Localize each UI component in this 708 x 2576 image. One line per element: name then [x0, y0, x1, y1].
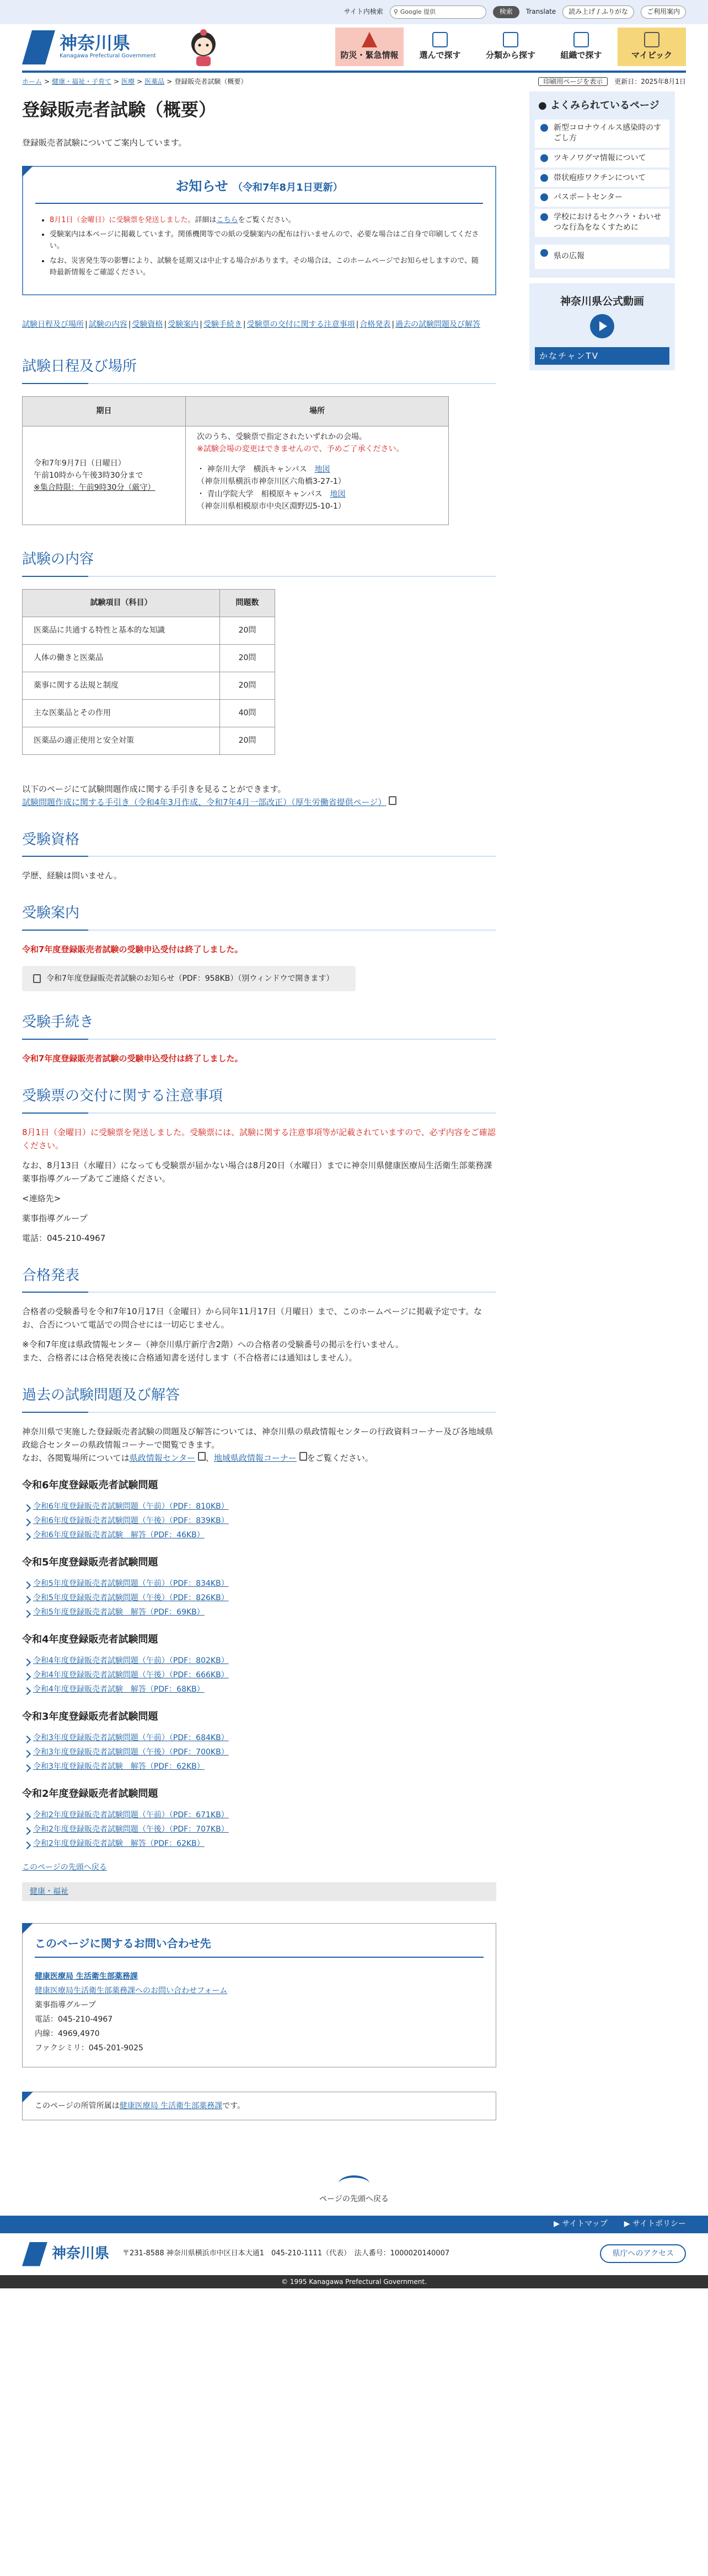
- past-intro-2: なお、各閲覧場所については県政情報センター 、地域県政情報コーナー をご覧ください。: [22, 1452, 373, 1463]
- sidebar: [529, 91, 675, 2175]
- table-row: 薬事に関する法規と制度 20問: [23, 672, 275, 699]
- contact-dept-link[interactable]: 健康医療局 生活衛生部薬務課: [35, 1972, 138, 1981]
- schedule-date-cell: 令和7年9月7日（日曜日） 午前10時から午後3時30分まで ※集合時限：午前9時30分（厳守）: [23, 426, 186, 525]
- nav-label: 分類から探す: [485, 50, 535, 60]
- logo-subtitle: Kanagawa Prefectural Government: [60, 53, 156, 59]
- contact-form-link[interactable]: 健康医療局生活衛生部薬務課へのお問い合わせフォーム: [35, 1986, 228, 1996]
- category-link[interactable]: 健康・福祉: [30, 1887, 68, 1897]
- table-header: 期日: [23, 396, 186, 426]
- mascot-icon: [186, 28, 221, 67]
- nav-label: 選んで探す: [419, 50, 461, 60]
- play-icon[interactable]: [590, 314, 614, 338]
- list-item: [22, 1760, 496, 1773]
- nav-mypick[interactable]: [618, 28, 686, 66]
- past-pdf-link[interactable]: 令和4年度登録販売者試験 解答（PDF：68KB）: [33, 1685, 205, 1694]
- section-guide-heading: 受験案内: [22, 902, 496, 931]
- section-pass-heading: 合格発表: [22, 1265, 496, 1293]
- list-item: [22, 1669, 496, 1681]
- video-label: かなチャンTV: [535, 347, 669, 365]
- site-header: [0, 24, 708, 71]
- notice-link[interactable]: こちら: [216, 215, 238, 224]
- ticket-contact-label: <連絡先>: [22, 1193, 61, 1203]
- nav-choose[interactable]: [406, 28, 474, 66]
- list-item: [22, 1592, 496, 1604]
- toc-link[interactable]: 受験案内: [168, 320, 199, 329]
- guide-pdf-button[interactable]: [22, 966, 356, 991]
- global-nav: [335, 28, 686, 66]
- contact-box: [22, 1923, 496, 2067]
- list-item: [22, 1823, 496, 1835]
- notice-box: [22, 166, 496, 295]
- search-icon: ⚲: [393, 8, 398, 16]
- breadcrumb: ホーム > 健康・福祉・子育て > 医療 > 医薬品 > 登録販売者試験（概要）: [22, 78, 248, 86]
- toc-link[interactable]: 受験手続き: [203, 320, 242, 329]
- past-pdf-link[interactable]: 令和3年度登録販売者試験問題（午前）（PDF：684KB）: [33, 1733, 229, 1742]
- ticket-contact-tel: 電話：045-210-4967: [22, 1233, 106, 1243]
- nav-category[interactable]: [476, 28, 545, 66]
- ticket-contact-group: 薬事指導グループ: [22, 1213, 88, 1223]
- contact-fax: ファクシミリ：045-201-9025: [35, 2043, 143, 2053]
- ruby-button[interactable]: 読み上げ / ふりがな: [562, 6, 634, 18]
- past-file-list: [22, 1809, 496, 1850]
- contact-tel: 電話：045-210-4967: [35, 2015, 113, 2024]
- external-link-icon: [299, 1452, 307, 1461]
- table-row: 主な医薬品とその作用 40問: [23, 699, 275, 727]
- breadcrumb-medical[interactable]: 医療: [121, 78, 135, 86]
- popular-pages: [529, 91, 675, 278]
- regional-info-link[interactable]: 地域県政情報コーナー: [213, 1452, 297, 1463]
- procedure-closed-text: 令和7年度登録販売者試験の受験申込受付は終了しました。: [22, 1054, 243, 1064]
- past-year-heading: 令和5年度登録販売者試験問題: [22, 1556, 158, 1568]
- breadcrumb-drugs[interactable]: 医薬品: [144, 78, 165, 86]
- owner-box: このページの所管所属は健康医療局 生活衛生部薬務課です。: [22, 2092, 496, 2120]
- table-row: 医薬品に共通する特性と基本的な知識 20問: [23, 617, 275, 644]
- contact-group: 薬事指導グループ: [35, 2001, 96, 2010]
- table-header: 試験項目（科目）: [23, 589, 220, 617]
- list-item: [22, 1606, 496, 1618]
- section-past-heading: 過去の試験問題及び解答: [22, 1384, 496, 1413]
- past-file-list: [22, 1500, 496, 1542]
- list-item: [22, 1732, 496, 1744]
- section-ticket-heading: 受験票の交付に関する注意事項: [22, 1085, 496, 1114]
- footer-name: 神奈川県: [52, 2245, 110, 2262]
- copyright: © 1995 Kanagawa Prefectural Government.: [0, 2275, 708, 2288]
- print-button[interactable]: 印刷用ページを表示: [538, 77, 608, 86]
- nav-disaster[interactable]: [335, 28, 404, 66]
- notice-item: • なお、災害発生等の影響により、試験を延期又は中止する場合があります。その場合は、このホームページでお知らせしますので、随時最新情報をご確認ください。: [50, 256, 483, 279]
- video-box[interactable]: [529, 283, 675, 370]
- breadcrumb-welfare[interactable]: 健康・福祉・子育て: [52, 78, 112, 86]
- toc-link[interactable]: 受験資格: [132, 320, 163, 329]
- past-year-heading: 令和4年度登録販売者試験問題: [22, 1633, 158, 1645]
- list-item: [22, 1655, 496, 1667]
- organization-icon: [573, 32, 589, 47]
- choose-icon: [432, 32, 448, 47]
- list-item: [22, 1578, 496, 1590]
- popular-item[interactable]: 学校におけるセクハラ・わいせつな行為をなくすために: [535, 209, 669, 237]
- lead-text: 登録販売者試験についてご案内しています。: [22, 138, 187, 148]
- updated-date: 更新日：2025年8月1日: [614, 78, 686, 86]
- list-item: [22, 1809, 496, 1821]
- footer-bar: [0, 2216, 708, 2233]
- nav-label: 防災・緊急情報: [340, 50, 399, 60]
- translate-link[interactable]: Translate: [525, 8, 556, 16]
- category-bar: [22, 1882, 496, 1901]
- search-placeholder: Google 提供: [400, 8, 436, 16]
- guide-button[interactable]: ご利用案内: [641, 6, 686, 18]
- past-pdf-link[interactable]: 令和2年度登録販売者試験問題（午後）（PDF：707KB）: [33, 1824, 229, 1834]
- content-note: 以下のページにて試験問題作成に関する手引きを見ることができます。: [22, 784, 286, 794]
- past-year-heading: 令和3年度登録販売者試験問題: [22, 1710, 158, 1722]
- list-item: [22, 1746, 496, 1758]
- page-top-link[interactable]: このページの先頭へ戻る: [22, 1862, 107, 1872]
- table-row: 医薬品の適正使用と安全対策 20問: [23, 727, 275, 754]
- external-link-icon: [198, 1452, 206, 1461]
- popular-item[interactable]: 帯状疱疹ワクチンについて: [535, 170, 669, 187]
- pass-text: ※令和7年度は県政情報センター（神奈川県庁新庁舎2階）への合格者の受験番号の掲示を行いません。: [22, 1340, 404, 1350]
- pass-text: また、合格者には合格発表後に合格通知書を送付します（不合格者には通知はしません）。: [22, 1353, 357, 1363]
- site-search-label: サイト内検索: [344, 8, 383, 16]
- ticket-notice: 8月1日（金曜日）に受験票を発送しました。受験票には、試験に関する注意事項等が記載されていますので、必ず内容をご確認ください。: [22, 1127, 496, 1151]
- section-schedule-heading: 試験日程及び場所: [22, 355, 496, 384]
- past-pdf-link[interactable]: 令和5年度登録販売者試験問題（午後）（PDF：826KB）: [33, 1594, 229, 1602]
- past-year-heading: 令和6年度登録販売者試験問題: [22, 1479, 158, 1491]
- sitemap-link[interactable]: ▶ サイトマップ: [554, 2219, 608, 2229]
- popular-item[interactable]: パスポートセンター: [535, 189, 669, 207]
- policy-link[interactable]: ▶ サイトポリシー: [624, 2219, 686, 2229]
- toc-link[interactable]: 過去の試験問題及び解答: [395, 320, 481, 329]
- list-item: [22, 1838, 496, 1850]
- page-top-icon: [339, 2175, 369, 2192]
- popular-item[interactable]: 新型コロナウイルス感染時のすごし方: [535, 120, 669, 148]
- guideline-link[interactable]: 試験問題作成に関する手引き（令和4年3月作成、令和7年4月一部改正）（厚生労働省提供ページ）: [22, 797, 387, 807]
- contact-title: このページに関するお問い合わせ先: [35, 1935, 484, 1958]
- toc-link[interactable]: 合格発表: [360, 320, 391, 329]
- bookmark-icon: [644, 32, 659, 47]
- notice-item: • 受験案内は本ページに掲載しています。関係機関等での紙の受験案内の配布は行いませんので、必要な場合はご自身で印刷してください。: [50, 229, 483, 252]
- table-row: 人体の働きと医薬品 20問: [23, 644, 275, 672]
- search-button[interactable]: 検索: [493, 6, 519, 18]
- external-link-icon: [389, 796, 396, 805]
- guide-pdf-label: 令和7年度登録販売者試験のお知らせ（PDF：958KB）（別ウィンドウで開きます）: [46, 974, 334, 984]
- access-button[interactable]: 県庁へのアクセス: [600, 2244, 686, 2263]
- subjects-table: [22, 589, 275, 755]
- past-file-list: [22, 1578, 496, 1619]
- utility-bar: [0, 0, 708, 24]
- past-pdf-link[interactable]: 令和3年度登録販売者試験問題（午後）（PDF：700KB）: [33, 1747, 229, 1757]
- info-center-link[interactable]: 県政情報センター: [129, 1452, 196, 1463]
- notice-title: お知らせ （令和7年8月1日更新）: [35, 176, 483, 203]
- footer-address: 〒231-8588 神奈川県横浜市中区日本大通1 045-210-1111（代表） 法人番号：1000020140007: [122, 2249, 450, 2258]
- video-title: 神奈川県公式動画: [560, 295, 644, 307]
- past-intro: 神奈川県で実施した登録販売者試験の問題及び解答については、神奈川県の県政情報センターの行政資料コーナー及び各地域県政総合センターの県政情報コーナーで閲覧できます。: [22, 1426, 494, 1450]
- page-top-label: ページの先頭へ戻る: [319, 2195, 389, 2204]
- pass-text: 合格者の受験番号を令和7年10月17日（金曜日）から同年11月17日（月曜日）まで、このホームページに掲載予定です。なお、合否について電話での問合せには一切応じません。: [22, 1306, 482, 1330]
- past-year-heading: 令和2年度登録販売者試験問題: [22, 1787, 158, 1800]
- site-footer: [0, 2233, 708, 2275]
- category-icon: [503, 32, 518, 47]
- main-content: [22, 91, 496, 2175]
- notice-date: （令和7年8月1日更新）: [233, 182, 343, 194]
- list-item: [22, 1500, 496, 1513]
- contact-ext: 内線：4969,4970: [35, 2029, 100, 2039]
- past-file-list: [22, 1655, 496, 1696]
- pdf-icon: [33, 974, 41, 983]
- list-item: [22, 1683, 496, 1695]
- past-file-list: [22, 1732, 496, 1773]
- toc-link[interactable]: 試験の内容: [88, 320, 127, 329]
- warning-icon: [362, 32, 377, 47]
- past-pdf-link[interactable]: 令和6年度登録販売者試験問題（午後）（PDF：839KB）: [33, 1516, 229, 1526]
- section-qualification-heading: 受験資格: [22, 829, 496, 857]
- section-content-heading: 試験の内容: [22, 548, 496, 577]
- site-logo[interactable]: [22, 30, 156, 64]
- past-pdf-link[interactable]: 令和3年度登録販売者試験 解答（PDF：62KB）: [33, 1762, 205, 1772]
- pr-item[interactable]: 県の広報: [535, 245, 669, 269]
- qualification-text: 学歴、経験は問いません。: [22, 871, 122, 881]
- table-header: 場所: [186, 396, 449, 426]
- past-pdf-link[interactable]: 令和4年度登録販売者試験問題（午後）（PDF：666KB）: [33, 1670, 229, 1679]
- past-pdf-link[interactable]: 令和6年度登録販売者試験 解答（PDF：46KB）: [33, 1531, 205, 1540]
- popular-item[interactable]: ツキノワグマ情報について: [535, 150, 669, 168]
- notice-item: • 8月1日（金曜日）に受験票を発送しました。詳細はこちらをご覧ください。: [50, 215, 483, 226]
- page-top-button[interactable]: [0, 2175, 708, 2205]
- popular-title: ● よくみられているページ: [538, 100, 659, 111]
- page-toc: 試験日程及び場所 | 試験の内容 | 受験資格 | 受験案内 | 受験手続き | 受験票の交付に関する注意事項 | 合格発表 | 過去の試験問題及び解答: [22, 320, 481, 329]
- past-pdf-link[interactable]: 令和2年度登録販売者試験問題（午前）（PDF：671KB）: [33, 1810, 229, 1819]
- nav-label: マイピック: [631, 50, 673, 60]
- search-input[interactable]: [390, 6, 486, 19]
- kanagawa-emblem-icon: [22, 30, 55, 64]
- guide-closed-text: 令和7年度登録販売者試験の受験申込受付は終了しました。: [22, 944, 243, 955]
- schedule-table: [22, 396, 449, 525]
- page-title: 登録販売者試験（概要）: [22, 99, 217, 120]
- nav-organization[interactable]: [547, 28, 615, 66]
- toc-link[interactable]: 試験日程及び場所: [22, 320, 84, 329]
- past-pdf-link[interactable]: 令和6年度登録販売者試験問題（午前）（PDF：810KB）: [33, 1502, 229, 1511]
- past-pdf-link[interactable]: 令和5年度登録販売者試験 解答（PDF：69KB）: [33, 1608, 205, 1617]
- map-link[interactable]: 地図: [314, 465, 330, 474]
- breadcrumb-row: [0, 73, 708, 91]
- nav-label: 組織で探す: [560, 50, 602, 60]
- past-papers: [22, 1478, 496, 1850]
- breadcrumb-current: 登録販売者試験（概要）: [174, 78, 248, 86]
- breadcrumb-home[interactable]: ホーム: [22, 78, 42, 86]
- toc-link[interactable]: 受験票の交付に関する注意事項: [246, 320, 355, 329]
- footer-emblem-icon: [22, 2242, 47, 2266]
- list-item: [22, 1529, 496, 1541]
- section-procedure-heading: 受験手続き: [22, 1011, 496, 1040]
- schedule-place-cell: 次のうち、受験票で指定されたいずれかの会場。 ※試験会場の変更はできませんので、予めご了承ください。 ・ 神奈川大学 横浜キャンパス 地図 （神奈川県横浜市神奈川区六角橋3-27-1） ・ 青山学院大学 相模原キャンパス 地図 （神奈川県相模原市中央区淵野辺5-10-1）: [186, 426, 449, 525]
- logo-title: 神奈川県: [60, 33, 131, 53]
- ticket-text: なお、8月13日（水曜日）になっても受験票が届かない場合は8月20日（水曜日）までに神奈川県健康医療局生活衛生部薬務課薬事指導グループあてご連絡ください。: [22, 1160, 492, 1184]
- past-pdf-link[interactable]: 令和2年度登録販売者試験 解答（PDF：62KB）: [33, 1839, 205, 1849]
- table-header: 問題数: [220, 589, 275, 617]
- owner-link[interactable]: 健康医療局 生活衛生部薬務課: [119, 2101, 223, 2110]
- list-item: [22, 1515, 496, 1527]
- past-pdf-link[interactable]: 令和5年度登録販売者試験問題（午前）（PDF：834KB）: [33, 1579, 229, 1588]
- map-link[interactable]: 地図: [330, 489, 346, 499]
- past-pdf-link[interactable]: 令和4年度登録販売者試験問題（午前）（PDF：802KB）: [33, 1656, 229, 1665]
